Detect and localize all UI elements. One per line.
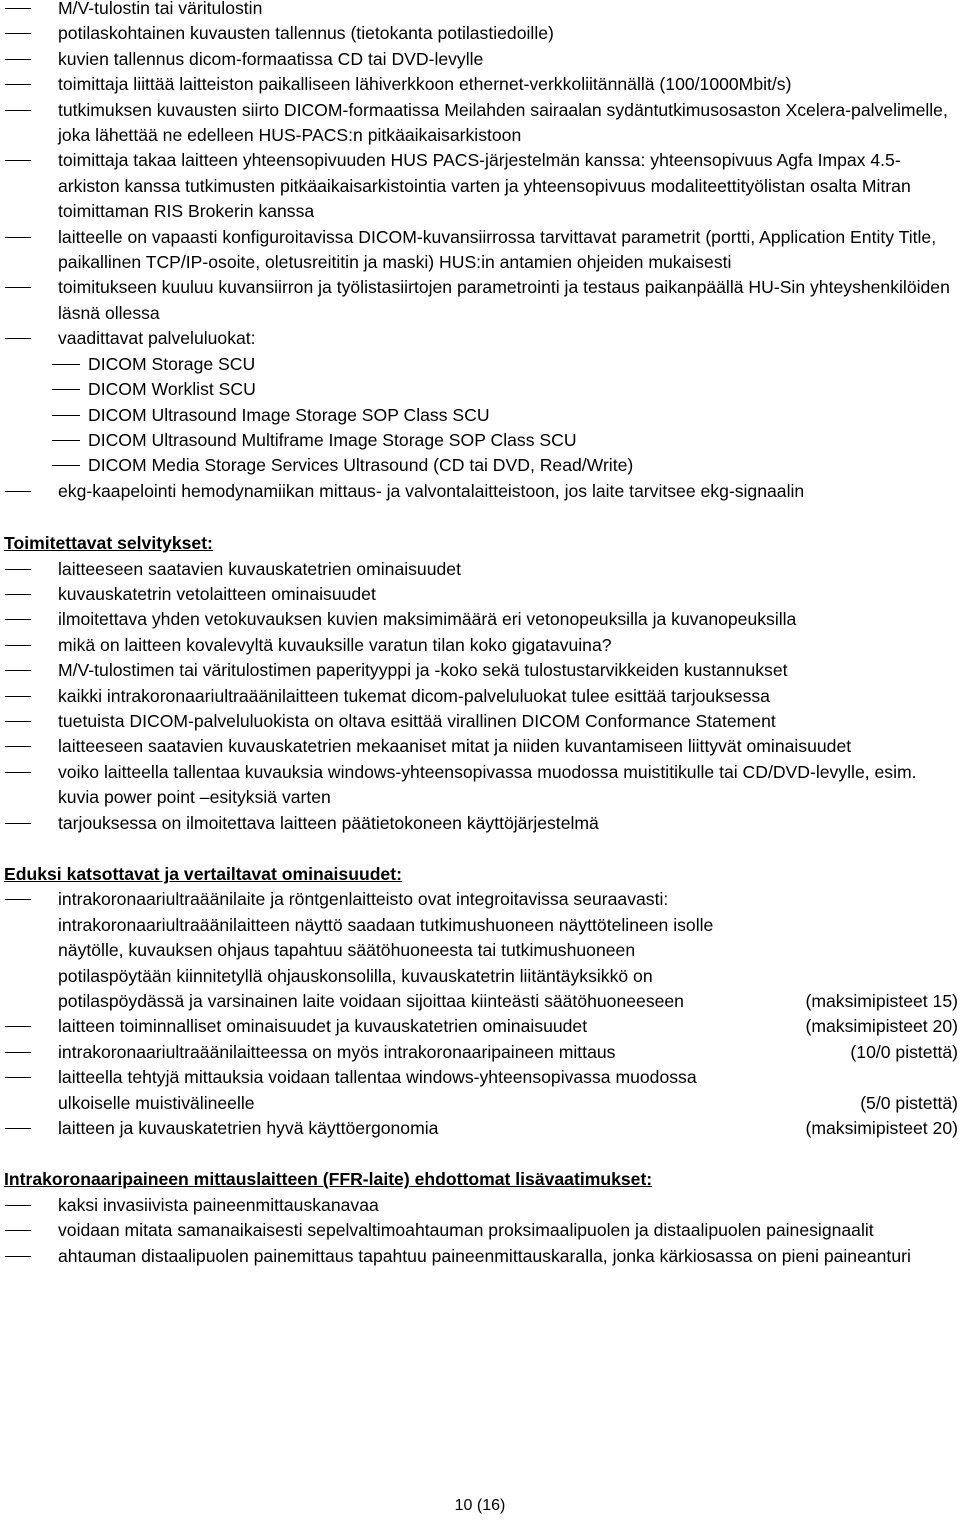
services-sublist-wrapper [0, 352, 960, 479]
scoring-item-score: (maksimipisteet 20) [805, 1118, 958, 1139]
scoring-item [0, 1065, 960, 1116]
list-item: laitteelle on vapaasti konfiguroitavissa DICOM-kuvansiirrossa tarvittavat parametrit (portti, Application Entity Title, paikallinen TCP/IP-osoite, oletusreititin ja maski) HUS:in antamien ohjeiden mukaisesti [0, 225, 960, 276]
list-item: mikä on laitteen kovalevyltä kuvauksille varatun tilan koko gigatavuina? [0, 633, 960, 658]
list-item: M/V-tulostimen tai väritulostimen paperityyppi ja -koko sekä tulostustarvikkeiden kustannukset [0, 658, 960, 683]
list-item: tutkimuksen kuvausten siirto DICOM-formaatissa Meilahden sairaalan sydäntutkimusosaston Xcelera-palvelimelle, joka lähettää ne edelleen HUS-PACS:n pitkäaikaisarkistoon [0, 98, 960, 149]
scoring-item-score: (maksimipisteet 15) [805, 991, 958, 1012]
list-item: laitteeseen saatavien kuvauskatetrien mekaaniset mitat ja niiden kuvantamiseen liittyvät ominaisuudet [0, 734, 960, 759]
scoring-item-text: laitteella tehtyjä mittauksia voidaan tallentaa windows-yhteensopivassa muodossa ulkoiselle muistivälineelle [58, 1067, 697, 1113]
scoring-item-score: (10/0 pistettä) [850, 1041, 958, 1062]
scoring-list [0, 887, 960, 1141]
list-item: ekg-kaapelointi hemodynamiikan mittaus- ja valvontalaitteistoon, jos laite tarvitsee ekg-signaalin [0, 479, 960, 504]
list-item: tuetuista DICOM-palveluluokista on oltava esittää virallinen DICOM Conformance Statement [0, 709, 960, 734]
service-item: DICOM Ultrasound Image Storage SOP Class SCU [0, 403, 960, 428]
section-heading-ffr: Intrakoronaaripaineen mittauslaitteen (FFR-laite) ehdottomat lisävaatimukset: [4, 1169, 653, 1190]
service-item: DICOM Media Storage Services Ultrasound (CD tai DVD, Read/Write) [0, 453, 960, 478]
scoring-item [0, 1040, 960, 1065]
spacer [0, 836, 960, 862]
scoring-item-text: laitteen toiminnalliset ominaisuudet ja kuvauskatetrien ominaisuudet [58, 1016, 588, 1037]
scoring-item-text: laitteen ja kuvauskatetrien hyvä käyttöergonomia [58, 1118, 439, 1139]
spacer [0, 504, 960, 531]
scoring-item-text: intrakoronaariultraäänilaite ja röntgenlaitteisto ovat integroitavissa seuraavasti: intrakoronaariultraäänilaitteen näyttö saadaan tutkimushuoneen näyttötelineen isolle näytölle, kuvauksen ohjaus tapahtuu säätöhuoneesta tai tutkimushuoneen potilaspöytään kiinnitetyllä ohjauskonsolilla, kuvauskatetrin liitäntäyksikkö on potilaspöydässä ja varsinainen laite voidaan sijoittaa kiinteästi säätöhuoneeseen [58, 889, 714, 1012]
list-item: kuvauskatetrin vetolaitteen ominaisuudet [0, 582, 960, 607]
list-item: voiko laitteella tallentaa kuvauksia windows-yhteensopivassa muodossa muistitikulle tai CD/DVD-levylle, esim. kuvia power point –esityksiä varten [0, 760, 960, 811]
services-sublist [0, 352, 960, 479]
spacer [0, 1141, 960, 1167]
ffr-list [0, 1193, 960, 1269]
list-item: M/V-tulostin tai väritulostin [0, 0, 960, 21]
scoring-item [0, 1014, 960, 1039]
list-item: kaksi invasiivista paineenmittauskanavaa [0, 1193, 960, 1218]
list-item: toimittaja liittää laitteiston paikalliseen lähiverkkoon ethernet-verkkoliitännällä (100/1000Mbit/s) [0, 72, 960, 97]
section-heading-scoring: Eduksi katsottavat ja vertailtavat ominaisuudet: [4, 864, 402, 884]
service-item: DICOM Storage SCU [0, 352, 960, 377]
list-item: voidaan mitata samanaikaisesti sepelvaltimoahtauman proksimaalipuolen ja distaalipuolen painesignaalit [0, 1218, 960, 1243]
list-item: kuvien tallennus dicom-formaatissa CD tai DVD-levylle [0, 47, 960, 72]
scoring-item-text: intrakoronaariultraäänilaitteessa on myös intrakoronaaripaineen mittaus [58, 1041, 616, 1062]
list-item: tarjouksessa on ilmoitettava laitteen päätietokoneen käyttöjärjestelmä [0, 811, 960, 836]
list-item: toimittaja takaa laitteen yhteensopivuuden HUS PACS-järjestelmän kanssa: yhteensopivuus Agfa Impax 4.5-arkiston kanssa tutkimusten pitkäaikaisarkistointia varten ja yhteensopivuus modaliteettityölistan osalta Mitran toimittaman RIS Brokerin kanssa [0, 148, 960, 224]
service-item: DICOM Worklist SCU [0, 377, 960, 402]
scoring-item-score: (maksimipisteet 20) [805, 1016, 958, 1037]
intro-list [0, 0, 960, 504]
page-number: 10 (16) [454, 1497, 506, 1514]
scoring-item [0, 887, 960, 1014]
scoring-item [0, 1116, 960, 1141]
section-heading-deliverables: Toimitettavat selvitykset: [4, 533, 213, 554]
list-item: potilaskohtainen kuvausten tallennus (tietokanta potilastiedoille) [0, 21, 960, 46]
deliverables-list [0, 557, 960, 836]
list-item: ilmoitettava yhden vetokuvauksen kuvien maksimimäärä eri vetonopeuksilla ja kuvanopeuksilla [0, 607, 960, 632]
scoring-item-score: (5/0 pistettä) [860, 1092, 958, 1113]
service-item: DICOM Ultrasound Multiframe Image Storage SOP Class SCU [0, 428, 960, 453]
list-item: toimitukseen kuuluu kuvansiirron ja työlistasiirtojen parametrointi ja testaus paikanpäällä HU-Sin yhteyshenkilöiden läsnä ollessa [0, 275, 960, 326]
list-item: laitteeseen saatavien kuvauskatetrien ominaisuudet [0, 557, 960, 582]
list-item: ahtauman distaalipuolen painemittaus tapahtuu paineenmittauskaralla, jonka kärkiosassa on pieni paineanturi [0, 1244, 960, 1269]
list-item: vaadittavat palveluluokat: [0, 326, 960, 351]
list-item: kaikki intrakoronaariultraäänilaitteen tukemat dicom-palveluluokat tulee esittää tarjouksessa [0, 684, 960, 709]
